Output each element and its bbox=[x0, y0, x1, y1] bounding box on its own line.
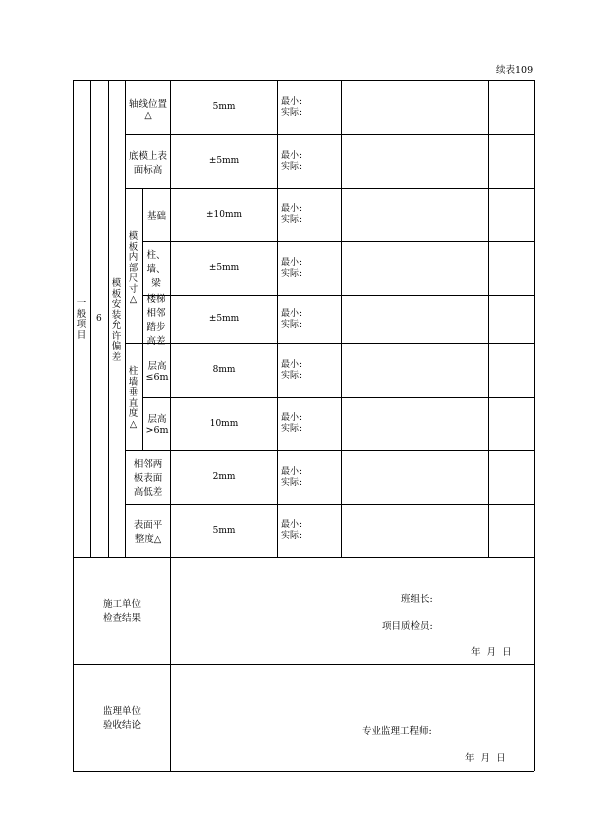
row-tolerance: 10mm bbox=[209, 418, 239, 429]
row-measure: 最小: 实际: bbox=[281, 520, 303, 541]
section-label: 模板安装允许偏差 bbox=[111, 278, 122, 363]
row-measure: 最小: 实际: bbox=[281, 258, 303, 279]
group-inner-label: 模板内部尺寸△ bbox=[128, 231, 139, 305]
construction-unit-label: 施工单位 检查结果 bbox=[102, 599, 141, 624]
table-left-border bbox=[73, 80, 74, 771]
row-tolerance: 2mm bbox=[212, 472, 236, 482]
row-measure: 最小: 实际: bbox=[281, 467, 303, 488]
construction-date: 年 月 日 bbox=[471, 647, 512, 658]
row-measure: 最小: 实际: bbox=[281, 204, 303, 225]
index-label: 6 bbox=[96, 314, 102, 324]
row-measure: 最小: 实际: bbox=[281, 151, 303, 172]
row-tolerance: 5mm bbox=[212, 525, 236, 536]
row-item: 层高>6m bbox=[145, 413, 169, 436]
col-divider-section bbox=[108, 80, 109, 557]
row-tolerance: ±5mm bbox=[208, 314, 240, 324]
row-line-9 bbox=[73, 557, 534, 558]
supervision-date: 年 月 日 bbox=[465, 753, 506, 764]
row-measure: 最小: 实际: bbox=[281, 97, 303, 118]
category-label: 一般项目 bbox=[76, 298, 87, 341]
col-divider-index bbox=[90, 80, 91, 557]
row-line-10 bbox=[73, 664, 534, 665]
row-item: 楼梯相邻踏步高差 bbox=[146, 294, 166, 347]
continuation-label: 续表109 bbox=[496, 65, 534, 76]
supervision-unit-label: 监理单位 验收结论 bbox=[102, 706, 141, 731]
quality-inspector-label: 项目质检员: bbox=[382, 621, 433, 632]
row-item: 层高≤6m bbox=[145, 360, 169, 383]
table-bottom-border bbox=[73, 771, 534, 772]
col-divider-extra bbox=[488, 80, 489, 557]
col-divider-measure bbox=[277, 80, 278, 557]
row-item: 轴线位置△ bbox=[128, 98, 167, 121]
row-tolerance: 5mm bbox=[212, 102, 236, 112]
row-tolerance: ±5mm bbox=[208, 263, 240, 273]
row-measure: 最小: 实际: bbox=[281, 309, 303, 330]
team-leader-label: 班组长: bbox=[401, 594, 433, 605]
row-measure: 最小: 实际: bbox=[281, 413, 303, 434]
supervision-engineer-label: 专业监理工程师: bbox=[362, 726, 432, 737]
col-divider-result bbox=[341, 80, 342, 557]
row-item: 相邻两板表面高低差 bbox=[133, 459, 163, 498]
row-tolerance: 8mm bbox=[212, 365, 236, 375]
group-vertical-label: 柱墙垂直度△ bbox=[128, 366, 139, 430]
row-item: 底模上表面标高 bbox=[128, 151, 167, 176]
row-measure: 最小: 实际: bbox=[281, 360, 303, 381]
row-tolerance: ±5mm bbox=[208, 156, 240, 166]
table-top-border bbox=[73, 80, 534, 81]
table-right-border bbox=[534, 80, 535, 771]
row-tolerance: ±10mm bbox=[205, 209, 243, 220]
row-item: 柱、墙、梁 bbox=[146, 250, 166, 289]
row-item: 基础 bbox=[146, 210, 166, 222]
row-item: 表面平整度△ bbox=[133, 520, 163, 545]
